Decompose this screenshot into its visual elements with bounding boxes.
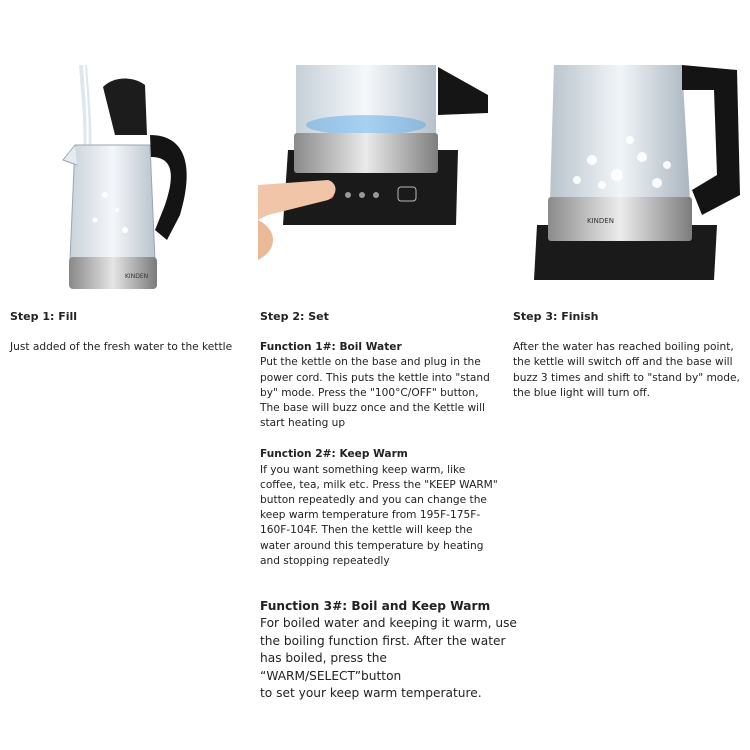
function-3-block [260,598,530,702]
step-3-text: After the water has reached boiling point, the kettle will switch off and the base will buzz 3 times and shift to "stand by" mode, the blue light will turn off. [513,341,740,399]
boiling-kettle-image [532,65,742,285]
function-2-title: Function 2#: Keep Warm [260,448,408,461]
hand-pressing-base-image [258,65,490,275]
step-3-column [513,309,748,401]
brand-label-2: KINDEN [587,217,614,225]
step-1-column [10,309,240,355]
step-3-heading: Step 3: Finish [513,310,599,323]
kettle-filling-image [55,65,205,295]
function-1-title: Function 1#: Boil Water [260,341,402,354]
function-2-text: If you want something keep warm, like coffee, tea, milk etc. Press the "KEEP WARM" button repeatedly and you can change the keep warm temperature from 195F-175F- 160F-104F. Then the kettle will keep the water around this temperature by heating and stopping repeatedly [260,463,498,567]
brand-label: KINDEN [125,273,149,280]
step-1-heading: Step 1: Fill [10,310,78,323]
step-1-text: Just added of the fresh water to the kettle [10,341,233,354]
step-2-column [260,309,505,569]
function-3-title: Function 3#: Boil and Keep Warm [260,599,491,613]
function-3-text: For boiled water and keeping it warm, use the boiling function first. After the water has boiled, press the “WARM/SELECT”button to set your keep warm temperature. [260,616,517,701]
function-1-text: Put the kettle on the base and plug in the power cord. This puts the kettle into "stand by" mode. Press the "100°C/OFF" button, The base will buzz once and the Kettle will start heating up [260,356,490,430]
step-2-heading: Step 2: Set [260,310,329,323]
